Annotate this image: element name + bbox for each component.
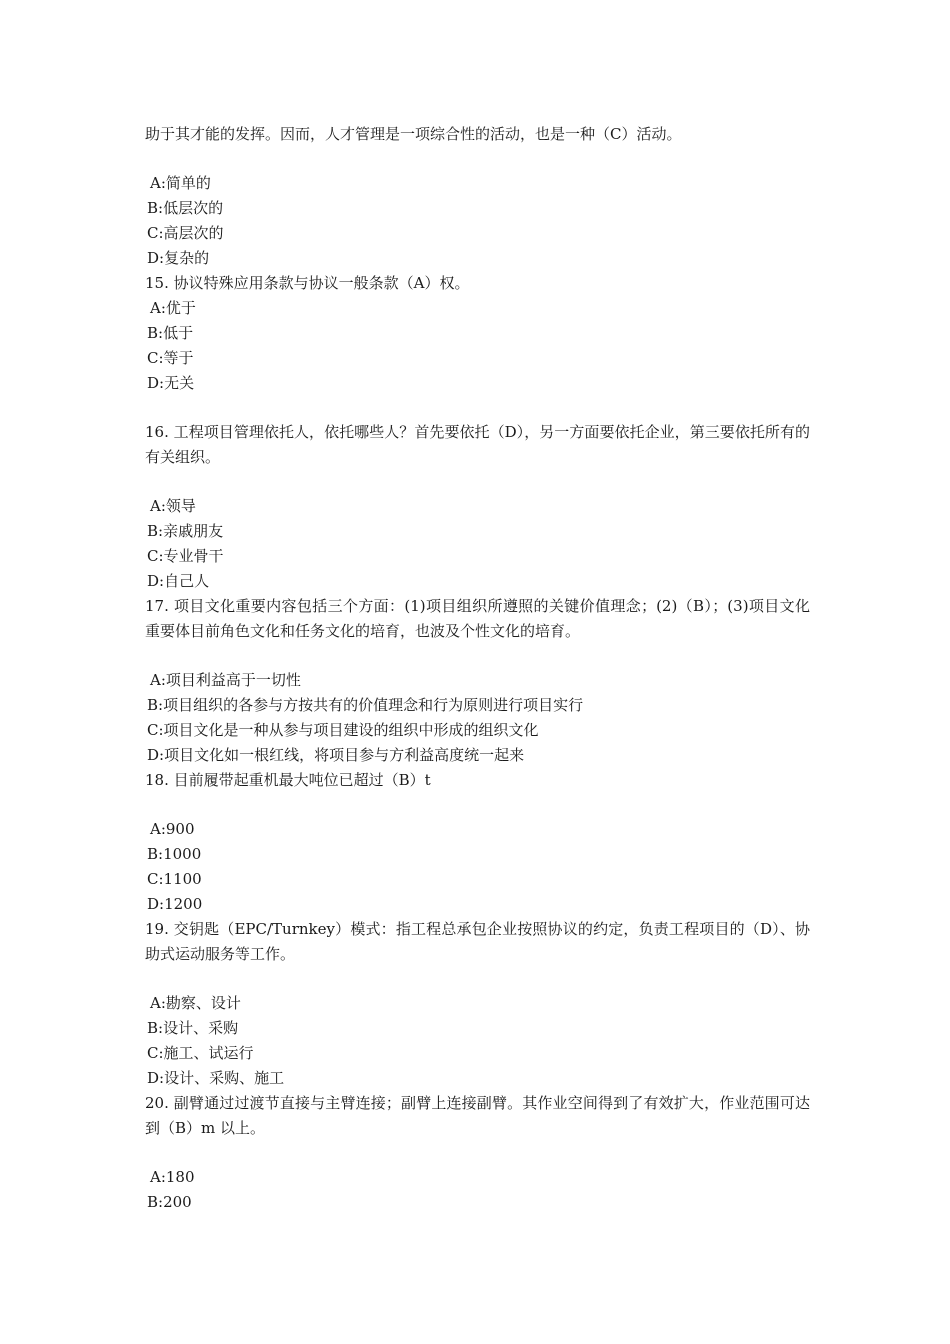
question-17-text: 17. 项目文化重要内容包括三个方面：(1)项目组织所遵照的关键价值理念；(2)（B）；(3)项目文化重要体目前角色文化和任务文化的培育，也波及个性文化的培育。 [145,597,810,640]
question-14-option-c: C:高层次的 [147,224,224,242]
question-17-option-b: B:项目组织的各参与方按共有的价值理念和行为原则进行项目实行 [147,696,584,714]
question-15-option-d: D:无关 [147,374,195,392]
question-19-option-c: C:施工、试运行 [147,1044,254,1062]
spacer [145,396,810,420]
question-16-option-a: A:领导 [150,497,196,515]
question-14-option-b: B:低层次的 [147,199,224,217]
question-16-option-c: C:专业骨干 [147,547,224,565]
spacer [145,1141,810,1165]
question-16-text: 16. 工程项目管理依托人，依托哪些人？首先要依托（D），另一方面要依托企业，第三要依托所有的有关组织。 [145,423,810,466]
question-19-option-b: B:设计、采购 [147,1019,239,1037]
spacer [145,470,810,494]
question-20-option-a: A:180 [150,1168,195,1186]
question-19-option-d: D:设计、采购、施工 [147,1069,285,1087]
question-20-text: 20. 副臂通过过渡节直接与主臂连接；副臂上连接副臂。其作业空间得到了有效扩大，作业范围可达到（B）m 以上。 [145,1094,810,1137]
spacer [145,967,810,991]
question-14-text: 助于其才能的发挥。因而，人才管理是一项综合性的活动，也是一种（C）活动。 [145,125,682,143]
question-18-option-a: A:900 [150,820,195,838]
question-20-option-b: B:200 [147,1193,192,1211]
question-17-option-c: C:项目文化是一种从参与项目建设的组织中形成的组织文化 [147,721,539,739]
question-15-option-c: C:等于 [147,349,194,367]
document-content [145,122,810,1215]
spacer [145,793,810,817]
question-18-option-d: D:1200 [147,895,203,913]
question-18-option-b: B:1000 [147,845,202,863]
question-14-option-a: A:简单的 [150,174,211,192]
question-15-text: 15. 协议特殊应用条款与协议一般条款（A）权。 [145,274,470,292]
question-14-option-d: D:复杂的 [147,249,210,267]
question-19-option-a: A:勘察、设计 [150,994,241,1012]
question-18-text: 18. 目前履带起重机最大吨位已超过（B）t [145,771,431,789]
question-16-option-d: D:自己人 [147,572,210,590]
question-16-option-b: B:亲戚朋友 [147,522,224,540]
question-17-option-a: A:项目利益高于一切性 [150,671,301,689]
question-17-option-d: D:项目文化如一根红线，将项目参与方利益高度统一起来 [147,746,525,764]
spacer [145,147,810,171]
question-18-option-c: C:1100 [147,870,202,888]
question-15-option-a: A:优于 [150,299,196,317]
question-19-text: 19. 交钥匙（EPC/Turnkey）模式：指工程总承包企业按照协议的约定，负责工程项目的（D）、协助式运动服务等工作。 [145,920,810,963]
spacer [145,644,810,668]
question-15-option-b: B:低于 [147,324,194,342]
